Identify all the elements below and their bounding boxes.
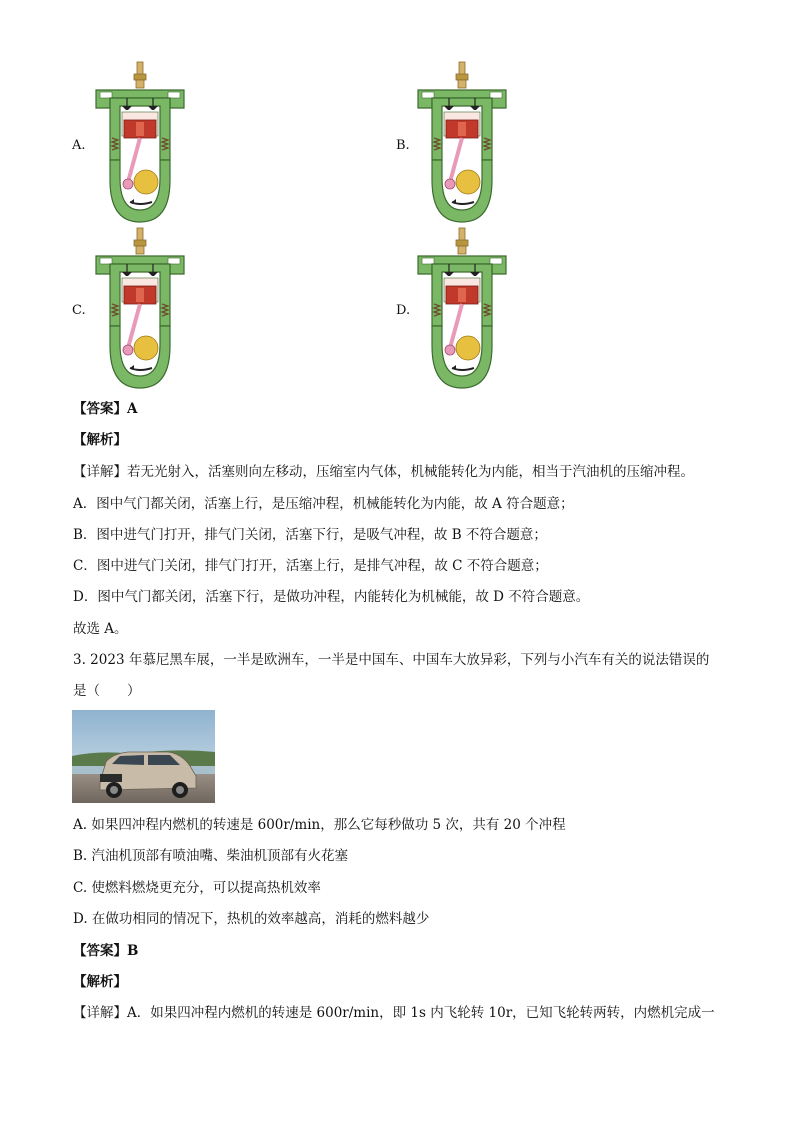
q2-explanation-b: B．图中进气门打开，排气门关闭，活塞下行，是吸气冲程，故 B 不符合题意； (73, 527, 547, 543)
q3-stem-line1: 3. 2023 年慕尼黑车展，一半是欧洲车，一半是中国车、中国车大放异彩，下列与小汽车有关的说法错误的 (73, 652, 710, 668)
engine-diagram-b (414, 60, 510, 228)
q2-answer: 【答案】A (73, 401, 138, 417)
q2-explanation-c: C．图中进气门关闭，排气门打开，活塞上行，是排气冲程，故 C 不符合题意； (73, 558, 548, 574)
q3-stem-line2: 是（ ） (73, 683, 141, 699)
option-a-letter: A. (72, 138, 86, 153)
engine-diagram-d (414, 226, 510, 394)
q2-analysis-heading: 【解析】 (73, 432, 127, 448)
option-d-letter: D. (396, 303, 411, 318)
q3-answer: 【答案】B (73, 943, 139, 959)
q3-choice-a: A. 如果四冲程内燃机的转速是 600r/min，那么它每秒做功 5 次，共有 20 个冲程 (73, 817, 566, 833)
car-photo (72, 710, 215, 803)
q2-conclusion: 故选 A。 (73, 621, 128, 637)
q2-detail: 【详解】若无光射入，活塞则向左移动，压缩室内气体，机械能转化为内能，相当于汽油机的压缩冲程。 (73, 464, 694, 480)
engine-diagram-a (92, 60, 188, 228)
q3-choice-d: D. 在做功相同的情况下，热机的效率越高，消耗的燃料越少 (73, 911, 430, 927)
engine-diagram-c (92, 226, 188, 394)
q3-analysis-heading: 【解析】 (73, 974, 127, 990)
q3-detail: 【详解】A．如果四冲程内燃机的转速是 600r/min，即 1s 内飞轮转 10r，已知飞轮转两转，内燃机完成一 (73, 1005, 715, 1021)
q2-explanation-a: A．图中气门都关闭，活塞上行，是压缩冲程，机械能转化为内能，故 A 符合题意； (73, 496, 574, 512)
option-b-letter: B. (396, 138, 410, 153)
q2-explanation-d: D．图中气门都关闭，活塞下行，是做功冲程，内能转化为机械能，故 D 不符合题意。 (73, 589, 590, 605)
option-c-letter: C. (72, 303, 86, 318)
q3-choice-c: C. 使燃料燃烧更充分，可以提高热机效率 (73, 880, 321, 896)
q3-choice-b: B. 汽油机顶部有喷油嘴、柴油机顶部有火花塞 (73, 848, 349, 864)
